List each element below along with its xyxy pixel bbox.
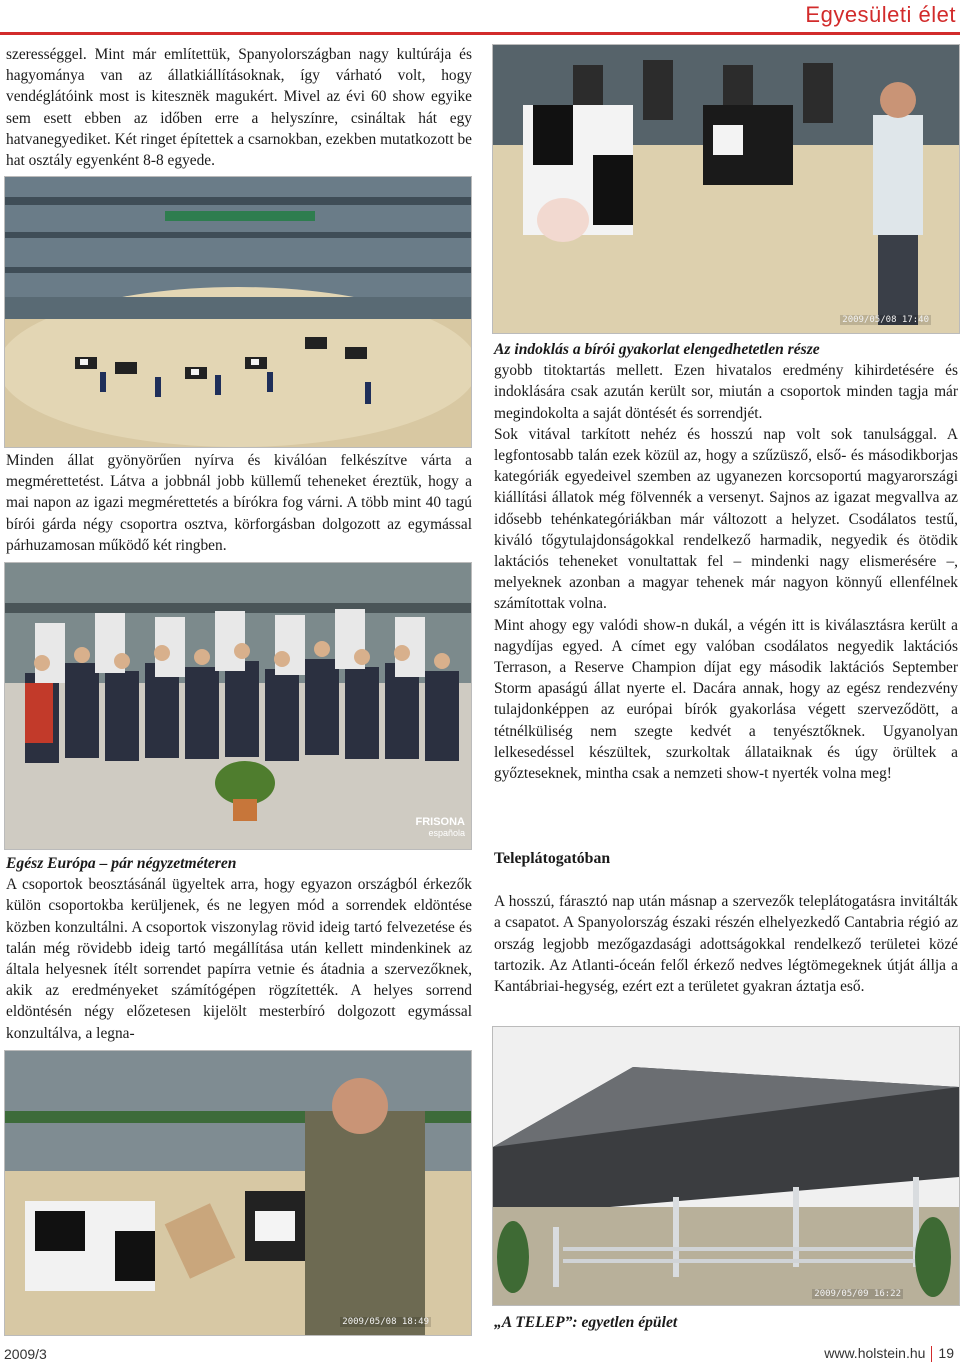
frisona-logo-main: FRISONA <box>415 816 465 828</box>
footer-website[interactable]: www.holstein.hu <box>824 1344 926 1361</box>
photo-judging-ring <box>4 1050 472 1336</box>
building-caption-text: „A TELEP”: egyetlen épület <box>494 1314 678 1331</box>
frisona-logo <box>416 817 466 839</box>
right-paragraph-1: gyobb titoktartás mellett. Ezen hivatalos eredmény kihirdetésére és indoklására csak azután került sor, miután a csoportok minden tagja már megindokolta a saját döntését és sorrendjét. <box>494 362 958 422</box>
intro-paragraph: szerességgel. Mint már említettük, Spanyolországban nagy kultúrája és hagyománya van az állatkiállításoknak, így várható volt, hogy vendéglátóink most is kitesznëk magukért. Mivel az évi 60 show egyike sem esett ebben az időben erre a helyszínre, csináltak hát egy hatvanegyediket. Két ringet építettek a csarnokban, ezekben mutatkozott be hat osztály egyenként 8-8 egyede. <box>6 46 472 170</box>
europe-heading: Egész Európa – pár négyzetméteren <box>6 855 237 872</box>
footer-right <box>824 1345 954 1362</box>
europe-section <box>6 853 472 1044</box>
visit-heading: Teleplátogatóban <box>494 850 611 867</box>
judge-presenting-image <box>493 45 959 333</box>
left-mid-text-block <box>6 450 472 556</box>
right-column-text <box>494 339 958 784</box>
judges-group-image <box>5 563 471 849</box>
judge-photo-caption: Az indoklás a bírói gyakorlat elengedhetetlen része <box>494 341 820 358</box>
photo-date-stamp: 2009/05/08 17:40 <box>842 315 929 325</box>
visit-section <box>494 848 958 997</box>
building-caption <box>494 1312 958 1333</box>
intro-text-block <box>6 44 472 171</box>
photo-date-stamp: 2009/05/08 18:49 <box>342 1317 429 1327</box>
judging-ring-image <box>5 1051 471 1335</box>
arena-overview-image <box>5 177 471 447</box>
section-title: Egyesületi élet <box>805 2 956 27</box>
footer-issue: 2009/3 <box>4 1346 47 1362</box>
photo-judge-presenting <box>492 44 960 334</box>
photo-date-stamp: 2009/05/09 16:22 <box>814 1289 901 1299</box>
right-paragraph-2: Sok vitával tarkított nehéz és hosszú nap volt sok tanulsággal. A legfontosabb talán ezek közül az, hogy a szűzüsző, első- és másodikborjas kategóriák egyedeivel szemben az ugyanezen korcsoportú magyarországi kiállítási állatok még fölvennék a versenyt. Sajnos az igazat megvallva az idősebb tehénkategóriákban már változott a helyzet. Csodálatos testű, kiváló tőgytulajdonságokkal rendelkező harmadik, negyedik és ötödik laktációs teheneket vonultattak fel – mindenki nagy elismerésére –, melyeknek azonban a magyar tehenek már nagyon könnyű ellenfélnek számítottak volna. <box>494 425 958 613</box>
visit-paragraph: A hosszú, fárasztó nap után másnap a szervezők teleplátogatásra invitálták a csapatot. A Spanyolország északi részén elhelyezkedő Cantabria régió az ország legjobb mezőgazdasági adottságokkal rendelkező területei közé tartozik. Az Atlanti-óceán felől érkező nedves légtömegeknek útját állja a Kantábriai-hegység, ezért ezt a területet gyakran áztatja eső. <box>494 893 958 996</box>
footer-separator <box>931 1346 932 1362</box>
farm-building-image <box>493 1027 959 1305</box>
right-paragraph-3: Mint ahogy egy valódi show-n dukál, a végén itt is kiválasztásra került a nagydíjas egyed. A címet egy valóban csodálatos negyedik laktációs Terrason, a Reserve Champion díjat egy második laktációs September Storm apaságú állat nyerte el. Dacára annak, hogy az egész rendezvény tulajdonképpen az európai bírók gyakorlása végett szerveződött, a tétnélküliség nem szegte kedvét a tenyésztőknek. Ugyanolyan lelkesedéssel készültek, szurkoltak állataiknak és úgy örültek a győzteseknek, mintha csak a nemzeti show-t nyerték volna meg! <box>494 616 958 783</box>
photo-judges-group <box>4 562 472 850</box>
europe-paragraph: A csoportok beosztásánál ügyeltek arra, hogy egyazon országból érkezők külön csoportokba kerüljenek, és ne legyen mód a sorrendek eldöntése közben konzultálni. A csoportok viszonylag rövid ideig tartó felvezetése és talán még rövidebb ideig tartó megállítása után kellett mindenkinek az általa helyesnek ítélt sorrendet papírra vetnie és átadnia a szervezőknek, akik az eredményeket számítógépen rögzítették. A helyes sorrend eldöntésén négy előzetesen kijelölt mesterbíró dolgozott egymással konzultálva, a legna- <box>6 876 472 1042</box>
photo-arena-overview <box>4 176 472 448</box>
footer-page-number: 19 <box>938 1344 954 1361</box>
header-rule <box>0 32 960 35</box>
photo-farm-building <box>492 1026 960 1306</box>
frisona-logo-sub: española <box>428 828 465 838</box>
left-mid-paragraph: Minden állat gyönyörűen nyírva és kiválóan felkészítve várta a megmérettetést. Látva a jobbnál jobb küllemű teheneket éreztük, hogy a mai napon az igazi megmérettetés a bírókra fog várni. A több mint 40 tagú bírói gárda négy csoportra osztva, körforgásban dolgozott az egymással párhuzamosan működő két ringben. <box>6 452 472 554</box>
